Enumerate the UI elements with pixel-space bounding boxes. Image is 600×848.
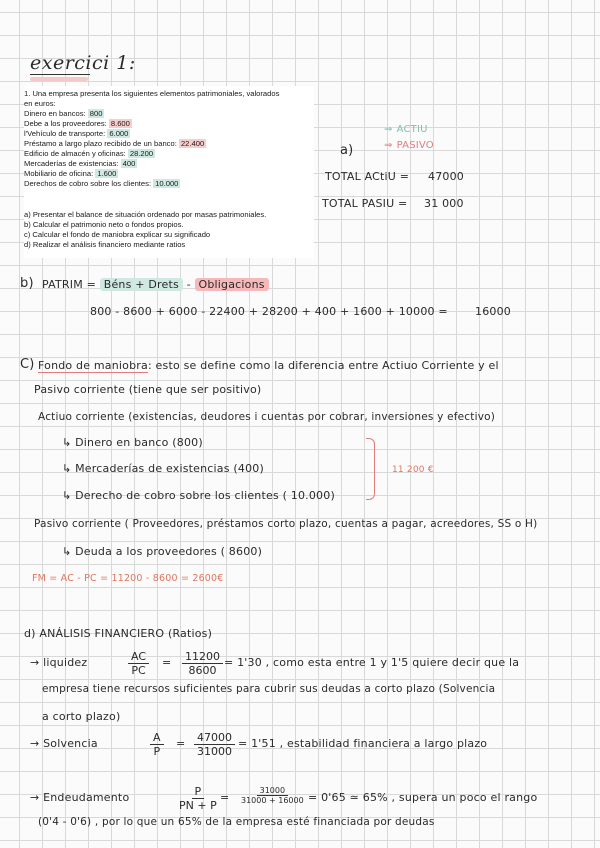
problem-task: c) Calcular el fondo de maniobra explicar su significado <box>24 230 211 239</box>
problem-item-value: 8.600 <box>110 119 130 128</box>
bens-drets: Béns + Drets <box>100 278 183 291</box>
liquidez-text-3: a corto plazo) <box>42 710 121 723</box>
problem-item-value: 800 <box>89 109 103 118</box>
ac-brace <box>366 438 375 500</box>
part-c-label: C) <box>20 357 35 372</box>
arrow-icon: ⇒ <box>384 140 393 151</box>
problem-intro: 1. Una empresa presenta los siguientes elementos patrimoniales, valorados <box>24 89 280 98</box>
solvencia-text: = 1'51 , estabilidad financiera a largo plazo <box>238 737 488 750</box>
legend-passive: ⇒ PASIVO <box>384 140 434 151</box>
obligacions: Obligacions <box>195 278 269 291</box>
part-d-label: d) ANÁLISIS FINANCIERO (Ratios) <box>24 627 213 640</box>
ac-title: Actiuo corriente (existencias, deudores i cuentas por cobrar, inversiones y efectivo) <box>38 411 496 423</box>
solvencia-value-fraction: $\frac{47000}{31000}$ <box>194 731 235 758</box>
problem-item: l'Vehículo de transporte: 6.000 <box>24 129 129 138</box>
patrim-result: 16000 <box>475 305 511 318</box>
page-title: exercici 1: <box>30 52 136 74</box>
problem-statement <box>24 86 314 258</box>
problem-item-value: 400 <box>122 159 136 168</box>
problem-item: Mobiliario de oficina: 1.600 <box>24 169 117 178</box>
problem-item-value: 10.000 <box>155 179 179 188</box>
total-active-value: 47000 <box>428 170 464 183</box>
endeudamiento-text-2: (0'4 - 0'6) , por lo que un 65% de la empresa esté financiada por deudas <box>38 816 435 828</box>
problem-item: Préstamo a largo plazo recibido de un banco: 22.400 <box>24 139 205 148</box>
fm-definition-2: Pasivo corriente (tiene que ser positivo) <box>34 383 262 396</box>
fm-definition: Fondo de maniobra: esto se define como la diferencia entre Actiuo Corriente y el <box>38 359 499 372</box>
ac-total: 11 200 € <box>392 465 434 475</box>
solvencia-fraction: $\frac{A}{P}$ <box>150 731 164 758</box>
part-b-label: b) <box>20 276 34 291</box>
title-underline <box>30 74 90 75</box>
liquidez-value-fraction: $\frac{11200}{8600}$ <box>182 650 223 677</box>
pc-item: ↳ Deuda a los proveedores ( 8600) <box>62 545 263 558</box>
arrow-icon: ⇒ <box>384 124 393 135</box>
problem-item-value: 22.400 <box>180 139 205 148</box>
part-a-label: a) <box>340 143 354 158</box>
liquidez-label: → liquidez <box>30 656 88 669</box>
problem-item: Debe a los proveedores: 8.600 <box>24 119 130 128</box>
problem-item: Edificio de almacén y oficinas: 28.200 <box>24 149 154 158</box>
ac-item: ↳ Derecho de cobro sobre los clientes ( 10.000) <box>62 489 335 502</box>
problem-task: b) Calcular el patrimonio neto o fondos propios. <box>24 220 184 229</box>
patrim-equation: 800 - 8600 + 6000 - 22400 + 28200 + 400 + 1600 + 10000 = <box>90 305 448 318</box>
pc-title: Pasivo corriente ( Proveedores, préstamos corto plazo, cuentas a pagar, acreedores, SS o H) <box>34 518 538 530</box>
title-highlight <box>30 77 88 81</box>
problem-task: a) Presentar el balance de situación ordenado por masas patrimoniales. <box>24 210 267 219</box>
problem-item: Derechos de cobro sobre los clientes: 10.000 <box>24 179 179 188</box>
problem-task: d) Realizar el análisis financiero mediante ratios <box>24 240 186 249</box>
liquidez-fraction: $\frac{AC}{PC}$ <box>128 650 149 677</box>
endeudamiento-label: → Endeudamento <box>30 791 130 804</box>
liquidez-text: = 1'30 , como esta entre 1 y 1'5 quiere decir que la <box>224 656 520 669</box>
ac-item: ↳ Dinero en banco (800) <box>62 436 203 449</box>
patrim-formula: PATRIM = Béns + Drets - Obligacions <box>42 278 269 291</box>
problem-item: Dinero en bancos: 800 <box>24 109 103 118</box>
problem-item-value: 6.000 <box>109 129 129 138</box>
problem-item-value: 28.200 <box>129 149 154 158</box>
total-active-label: TOTAL ACtiU = <box>325 170 410 183</box>
ac-item: ↳ Mercaderías de existencias (400) <box>62 462 264 475</box>
legend-active: ⇒ ACTIU <box>384 124 428 135</box>
endeudamiento-value-fraction: $\frac{31000}{31000 + 16000}$ <box>241 786 304 805</box>
liquidez-text-2: empresa tiene recursos suficientes para cubrir sus deudas a corto plazo (Solvencia <box>42 683 496 695</box>
problem-intro-2: en euros: <box>24 99 56 108</box>
endeudamiento-text: = 0'65 ≃ 65% , supera un poco el rango <box>308 791 538 804</box>
endeudamiento-fraction: $\frac{P}{PN + P}$ <box>179 785 217 812</box>
liquidez-equals: = <box>162 656 172 669</box>
solvencia-label: → Solvencia <box>30 737 98 750</box>
problem-item-value: 1.600 <box>97 169 117 178</box>
fm-result: FM = AC - PC = 11200 - 8600 = 2600€ <box>32 573 224 584</box>
problem-item: Mercaderías de existencias: 400 <box>24 159 136 168</box>
total-passive-value: 31 000 <box>424 197 464 210</box>
fm-heading: Fondo de maniobra <box>38 359 148 372</box>
total-passive-label: TOTAL PASIU = <box>322 197 408 210</box>
